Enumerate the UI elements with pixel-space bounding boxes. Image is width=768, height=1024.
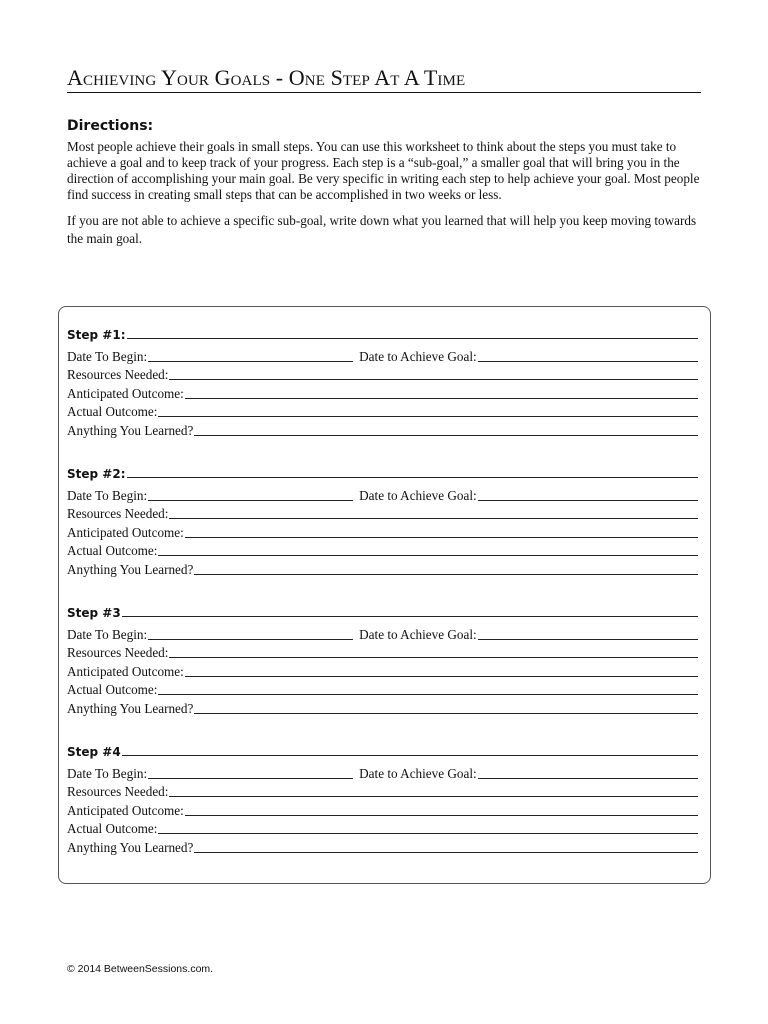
actual-line[interactable] xyxy=(158,415,698,417)
date-row xyxy=(67,346,698,365)
resources-row xyxy=(67,365,698,384)
date-achieve-label: Date to Achieve Goal: xyxy=(359,348,477,364)
date-begin-line[interactable] xyxy=(148,638,353,640)
anticipated-label: Anticipated Outcome: xyxy=(67,385,184,401)
anticipated-line[interactable] xyxy=(185,536,698,538)
step-title-row xyxy=(67,459,698,485)
date-begin-line[interactable] xyxy=(148,360,353,362)
directions-paragraph-2: If you are not able to achieve a specific sub-goal, write down what you learned that will help you keep moving towards the main goal. xyxy=(67,213,697,246)
date-row xyxy=(67,485,698,504)
directions-paragraph-1: Most people achieve their goals in small steps. You can use this worksheet to think about the steps you must take to achieve a goal and to keep track of your progress. Each step is a “sub-goal,” a smaller goal that will bring you in the direction of accomplishing your main goal. Be very specific in writing each step to help achieve your goal. Most people find success in creating small steps that can be accomplished in two weeks or less. xyxy=(67,139,700,202)
anticipated-line[interactable] xyxy=(185,675,698,677)
resources-label: Resources Needed: xyxy=(67,367,169,383)
step-label: Step #2: xyxy=(67,467,126,481)
step-write-line[interactable] xyxy=(127,476,699,478)
step-write-line[interactable] xyxy=(122,754,698,756)
step-label: Step #4 xyxy=(67,745,121,759)
date-row xyxy=(67,763,698,782)
copyright-footer: © 2014 BetweenSessions.com. xyxy=(67,963,214,975)
resources-row xyxy=(67,643,698,662)
date-begin-label: Date To Begin: xyxy=(67,626,148,642)
actual-row xyxy=(67,819,698,838)
actual-label: Actual Outcome: xyxy=(67,821,158,837)
date-begin-label: Date To Begin: xyxy=(67,765,148,781)
step-title-row xyxy=(67,737,698,763)
resources-label: Resources Needed: xyxy=(67,645,169,661)
resources-label: Resources Needed: xyxy=(67,784,169,800)
learned-label: Anything You Learned? xyxy=(67,700,194,716)
date-begin-label: Date To Begin: xyxy=(67,487,148,503)
actual-label: Actual Outcome: xyxy=(67,543,158,559)
step-label: Step #3 xyxy=(67,606,121,620)
step-label: Step #1: xyxy=(67,328,126,342)
date-achieve-line[interactable] xyxy=(478,360,698,362)
actual-line[interactable] xyxy=(158,693,698,695)
date-begin-line[interactable] xyxy=(148,499,353,501)
anticipated-row xyxy=(67,661,698,680)
date-begin-label: Date To Begin: xyxy=(67,348,148,364)
learned-line[interactable] xyxy=(194,851,698,853)
learned-row xyxy=(67,698,698,717)
resources-line[interactable] xyxy=(169,656,698,658)
date-achieve-label: Date to Achieve Goal: xyxy=(359,487,477,503)
step-title-row xyxy=(67,320,698,346)
actual-label: Actual Outcome: xyxy=(67,404,158,420)
learned-line[interactable] xyxy=(194,434,698,436)
learned-row xyxy=(67,420,698,439)
anticipated-line[interactable] xyxy=(185,814,698,816)
step-section-1 xyxy=(67,320,698,439)
learned-label: Anything You Learned? xyxy=(67,839,194,855)
date-achieve-label: Date to Achieve Goal: xyxy=(359,765,477,781)
step-write-line[interactable] xyxy=(127,337,699,339)
step-section-3 xyxy=(67,598,698,717)
step-write-line[interactable] xyxy=(122,615,698,617)
actual-row xyxy=(67,680,698,699)
resources-line[interactable] xyxy=(169,517,698,519)
resources-line[interactable] xyxy=(169,795,698,797)
resources-row xyxy=(67,782,698,801)
actual-row xyxy=(67,541,698,560)
date-begin-line[interactable] xyxy=(148,777,353,779)
anticipated-label: Anticipated Outcome: xyxy=(67,663,184,679)
learned-label: Anything You Learned? xyxy=(67,422,194,438)
anticipated-row xyxy=(67,522,698,541)
learned-line[interactable] xyxy=(194,573,698,575)
resources-row xyxy=(67,504,698,523)
actual-label: Actual Outcome: xyxy=(67,682,158,698)
date-achieve-label: Date to Achieve Goal: xyxy=(359,626,477,642)
resources-line[interactable] xyxy=(169,378,698,380)
anticipated-label: Anticipated Outcome: xyxy=(67,524,184,540)
date-row xyxy=(67,624,698,643)
actual-row xyxy=(67,402,698,421)
worksheet-title: Achieving Your Goals - One Step At A Time xyxy=(67,66,701,93)
actual-line[interactable] xyxy=(158,832,698,834)
learned-row xyxy=(67,559,698,578)
date-achieve-line[interactable] xyxy=(478,499,698,501)
resources-label: Resources Needed: xyxy=(67,506,169,522)
date-achieve-line[interactable] xyxy=(478,777,698,779)
learned-label: Anything You Learned? xyxy=(67,561,194,577)
step-title-row xyxy=(67,598,698,624)
directions-heading: Directions: xyxy=(67,118,154,134)
anticipated-label: Anticipated Outcome: xyxy=(67,802,184,818)
step-section-2 xyxy=(67,459,698,578)
date-achieve-line[interactable] xyxy=(478,638,698,640)
step-section-4 xyxy=(67,737,698,856)
learned-line[interactable] xyxy=(194,712,698,714)
learned-row xyxy=(67,837,698,856)
anticipated-row xyxy=(67,800,698,819)
anticipated-row xyxy=(67,383,698,402)
actual-line[interactable] xyxy=(158,554,698,556)
anticipated-line[interactable] xyxy=(185,397,698,399)
